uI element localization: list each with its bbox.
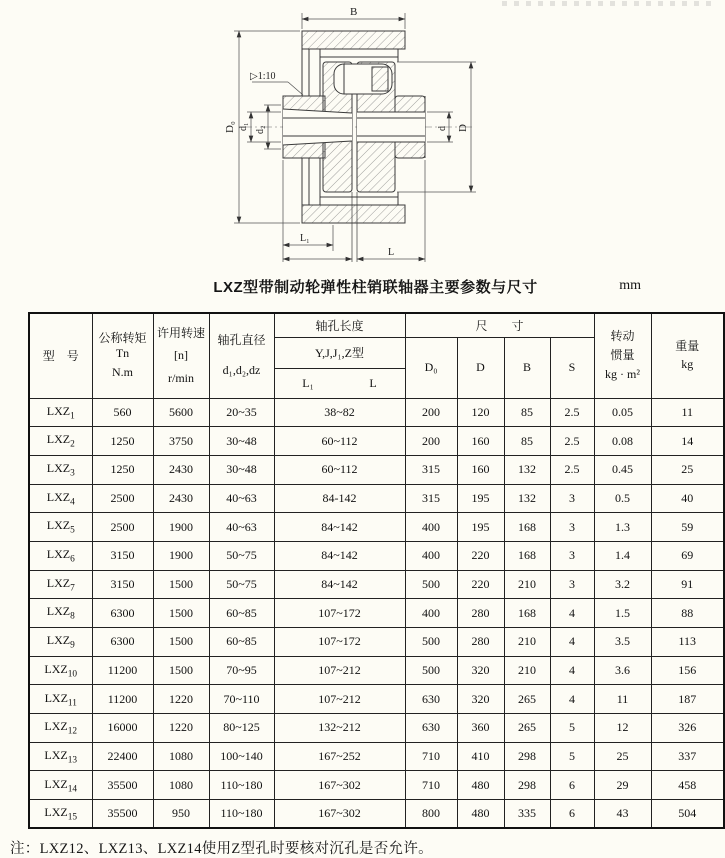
value-cell: 100~140 bbox=[209, 742, 274, 771]
value-cell: 22400 bbox=[92, 742, 153, 771]
table-row bbox=[29, 455, 724, 484]
value-cell: 320 bbox=[457, 685, 504, 714]
bore-dia-line1: 轴孔直径 bbox=[217, 333, 266, 348]
value-cell: 43 bbox=[594, 800, 651, 829]
value-cell: 710 bbox=[405, 771, 457, 800]
drum-top-band bbox=[302, 31, 405, 49]
value-cell: 950 bbox=[153, 800, 209, 829]
value-cell: 3 bbox=[550, 513, 594, 542]
value-cell: 50~75 bbox=[209, 570, 274, 599]
table-row bbox=[29, 800, 724, 829]
table-row bbox=[29, 628, 724, 657]
value-cell: 84-142 bbox=[274, 484, 405, 513]
coupling-body bbox=[283, 31, 425, 262]
value-cell: 110~180 bbox=[209, 771, 274, 800]
table-row bbox=[29, 570, 724, 599]
drum-bottom-band bbox=[302, 205, 405, 223]
table-row bbox=[29, 685, 724, 714]
pin-sleeve bbox=[372, 67, 388, 91]
table-caption-row bbox=[28, 276, 723, 298]
value-cell: 500 bbox=[405, 656, 457, 685]
dim-D-label: D bbox=[457, 124, 469, 132]
table-row bbox=[29, 427, 724, 456]
value-cell: 11 bbox=[651, 398, 724, 427]
value-cell: 12 bbox=[594, 714, 651, 743]
spec-table bbox=[28, 312, 725, 829]
value-cell: 3 bbox=[550, 541, 594, 570]
value-cell: 2.5 bbox=[550, 427, 594, 456]
value-cell: 4 bbox=[550, 656, 594, 685]
value-cell: 560 bbox=[92, 398, 153, 427]
value-cell: 160 bbox=[457, 427, 504, 456]
value-cell: 3150 bbox=[92, 541, 153, 570]
left-bore bbox=[283, 109, 352, 145]
value-cell: 200 bbox=[405, 398, 457, 427]
inertia-line2: 惯量 bbox=[610, 347, 635, 362]
value-cell: 1080 bbox=[153, 742, 209, 771]
value-cell: 1220 bbox=[153, 714, 209, 743]
value-cell: 195 bbox=[457, 513, 504, 542]
col-bore-length-types: Y,J,J₁,Z型 bbox=[274, 337, 405, 368]
table-row bbox=[29, 599, 724, 628]
value-cell: 2430 bbox=[153, 484, 209, 513]
value-cell: 320 bbox=[457, 656, 504, 685]
weight-line1: 重量 bbox=[675, 338, 700, 353]
value-cell: 5600 bbox=[153, 398, 209, 427]
value-cell: 5 bbox=[550, 714, 594, 743]
value-cell: 35500 bbox=[92, 771, 153, 800]
value-cell: 458 bbox=[651, 771, 724, 800]
value-cell: 85 bbox=[504, 398, 550, 427]
value-cell: 85 bbox=[504, 427, 550, 456]
value-cell: 280 bbox=[457, 628, 504, 657]
value-cell: 0.5 bbox=[594, 484, 651, 513]
col-L1-L bbox=[274, 368, 405, 398]
table-row bbox=[29, 398, 724, 427]
value-cell: 360 bbox=[457, 714, 504, 743]
value-cell: 1500 bbox=[153, 628, 209, 657]
dim-d-label: d bbox=[437, 126, 448, 131]
value-cell: 3150 bbox=[92, 570, 153, 599]
value-cell: 14 bbox=[651, 427, 724, 456]
model-cell: $LXZ_{13}$ bbox=[29, 742, 92, 771]
table-row bbox=[29, 541, 724, 570]
value-cell: 40~63 bbox=[209, 513, 274, 542]
col-weight bbox=[651, 313, 724, 398]
value-cell: 2500 bbox=[92, 484, 153, 513]
speed-line2: [n] bbox=[174, 348, 188, 363]
value-cell: 1250 bbox=[92, 427, 153, 456]
value-cell: 630 bbox=[405, 714, 457, 743]
model-cell: $LXZ_8$ bbox=[29, 599, 92, 628]
value-cell: 84~142 bbox=[274, 541, 405, 570]
unit-label: mm bbox=[619, 278, 641, 293]
torque-line2: N.m bbox=[112, 365, 133, 380]
value-cell: 59 bbox=[651, 513, 724, 542]
value-cell: 298 bbox=[504, 742, 550, 771]
value-cell: 210 bbox=[504, 570, 550, 599]
value-cell: 1.5 bbox=[594, 599, 651, 628]
inertia-line3: kg · m² bbox=[605, 366, 640, 381]
value-cell: 11200 bbox=[92, 685, 153, 714]
value-cell: 84~142 bbox=[274, 513, 405, 542]
value-cell: 69 bbox=[651, 541, 724, 570]
value-cell: 200 bbox=[405, 427, 457, 456]
value-cell: 2.5 bbox=[550, 455, 594, 484]
value-cell: 400 bbox=[405, 513, 457, 542]
value-cell: 3750 bbox=[153, 427, 209, 456]
value-cell: 6 bbox=[550, 800, 594, 829]
value-cell: 3.6 bbox=[594, 656, 651, 685]
value-cell: 107~212 bbox=[274, 656, 405, 685]
value-cell: 4 bbox=[550, 628, 594, 657]
value-cell: 113 bbox=[651, 628, 724, 657]
value-cell: 168 bbox=[504, 541, 550, 570]
value-cell: 210 bbox=[504, 628, 550, 657]
value-cell: 168 bbox=[504, 599, 550, 628]
value-cell: 91 bbox=[651, 570, 724, 599]
col-D0: D₀ bbox=[405, 337, 457, 398]
table-body bbox=[29, 398, 724, 828]
value-cell: 132~212 bbox=[274, 714, 405, 743]
value-cell: 1500 bbox=[153, 656, 209, 685]
value-cell: 210 bbox=[504, 656, 550, 685]
value-cell: 107~212 bbox=[274, 685, 405, 714]
col-torque bbox=[92, 313, 153, 398]
drum-left-wall-lower bbox=[302, 158, 320, 205]
right-bore bbox=[357, 112, 425, 142]
col-inertia bbox=[594, 313, 651, 398]
value-cell: 1080 bbox=[153, 771, 209, 800]
col-speed bbox=[153, 313, 209, 398]
table-row bbox=[29, 656, 724, 685]
value-cell: 1.3 bbox=[594, 513, 651, 542]
value-cell: 25 bbox=[594, 742, 651, 771]
col-dims-group: 尺 寸 bbox=[405, 313, 594, 337]
dim-d2-label: d₂ bbox=[255, 125, 266, 134]
value-cell: 80~125 bbox=[209, 714, 274, 743]
dim-L1-label: L₁ bbox=[300, 233, 310, 244]
value-cell: 500 bbox=[405, 570, 457, 599]
value-cell: 326 bbox=[651, 714, 724, 743]
inertia-line1: 转动 bbox=[610, 329, 635, 344]
value-cell: 30~48 bbox=[209, 427, 274, 456]
col-S: S bbox=[550, 337, 594, 398]
value-cell: 3.2 bbox=[594, 570, 651, 599]
model-cell: $LXZ_1$ bbox=[29, 398, 92, 427]
coupling-section-drawing bbox=[0, 0, 725, 272]
value-cell: 410 bbox=[457, 742, 504, 771]
dimension-lines bbox=[234, 13, 476, 262]
value-cell: 335 bbox=[504, 800, 550, 829]
model-cell: $LXZ_{10}$ bbox=[29, 656, 92, 685]
model-cell: $LXZ_6$ bbox=[29, 541, 92, 570]
value-cell: 265 bbox=[504, 685, 550, 714]
value-cell: 60~112 bbox=[274, 455, 405, 484]
value-cell: 70~95 bbox=[209, 656, 274, 685]
value-cell: 40~63 bbox=[209, 484, 274, 513]
value-cell: 500 bbox=[405, 628, 457, 657]
footnote: 注：LXZ12、LXZ13、LXZ14使用Z型孔时要核对沉孔是否允许。 bbox=[10, 841, 433, 857]
value-cell: 4 bbox=[550, 599, 594, 628]
value-cell: 60~85 bbox=[209, 628, 274, 657]
col-D: D bbox=[457, 337, 504, 398]
value-cell: 30~48 bbox=[209, 455, 274, 484]
value-cell: 35500 bbox=[92, 800, 153, 829]
value-cell: 167~302 bbox=[274, 800, 405, 829]
value-cell: 167~302 bbox=[274, 771, 405, 800]
value-cell: 168 bbox=[504, 513, 550, 542]
taper-label: ▷1:10 bbox=[250, 71, 276, 82]
col-model: 型 号 bbox=[29, 313, 92, 398]
value-cell: 480 bbox=[457, 800, 504, 829]
value-cell: 40 bbox=[651, 484, 724, 513]
bore-dia-line2: d₁,d₂,dz bbox=[222, 363, 261, 378]
value-cell: 20~35 bbox=[209, 398, 274, 427]
value-cell: 6300 bbox=[92, 599, 153, 628]
value-cell: 160 bbox=[457, 455, 504, 484]
value-cell: 3 bbox=[550, 484, 594, 513]
value-cell: 25 bbox=[651, 455, 724, 484]
table-row bbox=[29, 714, 724, 743]
value-cell: 2430 bbox=[153, 455, 209, 484]
table-row bbox=[29, 513, 724, 542]
value-cell: 60~85 bbox=[209, 599, 274, 628]
speed-line3: r/min bbox=[168, 371, 194, 385]
value-cell: 1500 bbox=[153, 570, 209, 599]
value-cell: 187 bbox=[651, 685, 724, 714]
model-cell: $LXZ_3$ bbox=[29, 455, 92, 484]
value-cell: 4 bbox=[550, 685, 594, 714]
value-cell: 60~112 bbox=[274, 427, 405, 456]
value-cell: 315 bbox=[405, 484, 457, 513]
value-cell: 88 bbox=[651, 599, 724, 628]
value-cell: 280 bbox=[457, 599, 504, 628]
value-cell: 1250 bbox=[92, 455, 153, 484]
value-cell: 11200 bbox=[92, 656, 153, 685]
model-cell: $LXZ_{12}$ bbox=[29, 714, 92, 743]
value-cell: 337 bbox=[651, 742, 724, 771]
value-cell: 480 bbox=[457, 771, 504, 800]
model-cell: $LXZ_{11}$ bbox=[29, 685, 92, 714]
table-row bbox=[29, 484, 724, 513]
dim-B-label: B bbox=[350, 6, 358, 18]
value-cell: 400 bbox=[405, 599, 457, 628]
value-cell: 16000 bbox=[92, 714, 153, 743]
model-cell: $LXZ_4$ bbox=[29, 484, 92, 513]
value-cell: 84~142 bbox=[274, 570, 405, 599]
value-cell: 630 bbox=[405, 685, 457, 714]
value-cell: 0.08 bbox=[594, 427, 651, 456]
dim-D0-label: D₀ bbox=[224, 121, 236, 133]
model-cell: $LXZ_5$ bbox=[29, 513, 92, 542]
drum-left-wall-upper bbox=[302, 49, 320, 96]
value-cell: 3 bbox=[550, 570, 594, 599]
model-cell: $LXZ_9$ bbox=[29, 628, 92, 657]
value-cell: 400 bbox=[405, 541, 457, 570]
col-B: B bbox=[504, 337, 550, 398]
model-cell: $LXZ_{14}$ bbox=[29, 771, 92, 800]
col-bore-dia bbox=[209, 313, 274, 398]
value-cell: 504 bbox=[651, 800, 724, 829]
table-row bbox=[29, 742, 724, 771]
model-cell: $LXZ_2$ bbox=[29, 427, 92, 456]
col-bore-length-group: 轴孔长度 bbox=[274, 313, 405, 337]
value-cell: 2.5 bbox=[550, 398, 594, 427]
value-cell: 800 bbox=[405, 800, 457, 829]
value-cell: 315 bbox=[405, 455, 457, 484]
table-row bbox=[29, 771, 724, 800]
value-cell: 70~110 bbox=[209, 685, 274, 714]
value-cell: 195 bbox=[457, 484, 504, 513]
value-cell: 132 bbox=[504, 484, 550, 513]
value-cell: 38~82 bbox=[274, 398, 405, 427]
table-title: LXZ型带制动轮弹性柱销联轴器主要参数与尺寸 bbox=[213, 279, 538, 296]
weight-line2: kg bbox=[681, 357, 694, 372]
dim-d1-label: d₁ bbox=[238, 122, 249, 131]
l-label: L bbox=[369, 375, 377, 390]
value-cell: 0.05 bbox=[594, 398, 651, 427]
value-cell: 50~75 bbox=[209, 541, 274, 570]
l1-label: L₁ bbox=[302, 375, 314, 390]
value-cell: 107~172 bbox=[274, 628, 405, 657]
value-cell: 132 bbox=[504, 455, 550, 484]
value-cell: 6 bbox=[550, 771, 594, 800]
value-cell: 6300 bbox=[92, 628, 153, 657]
value-cell: 298 bbox=[504, 771, 550, 800]
speed-line1: 许用转速 bbox=[156, 325, 205, 340]
value-cell: 29 bbox=[594, 771, 651, 800]
value-cell: 1500 bbox=[153, 599, 209, 628]
value-cell: 1900 bbox=[153, 513, 209, 542]
value-cell: 220 bbox=[457, 570, 504, 599]
value-cell: 11 bbox=[594, 685, 651, 714]
value-cell: 5 bbox=[550, 742, 594, 771]
value-cell: 1900 bbox=[153, 541, 209, 570]
value-cell: 167~252 bbox=[274, 742, 405, 771]
value-cell: 3.5 bbox=[594, 628, 651, 657]
value-cell: 107~172 bbox=[274, 599, 405, 628]
value-cell: 120 bbox=[457, 398, 504, 427]
value-cell: 265 bbox=[504, 714, 550, 743]
torque-line1: 公称转矩Tn bbox=[98, 330, 147, 361]
value-cell: 710 bbox=[405, 742, 457, 771]
model-cell: $LXZ_7$ bbox=[29, 570, 92, 599]
model-cell: $LXZ_{15}$ bbox=[29, 800, 92, 829]
value-cell: 1.4 bbox=[594, 541, 651, 570]
value-cell: 110~180 bbox=[209, 800, 274, 829]
value-cell: 1220 bbox=[153, 685, 209, 714]
dim-L-label: L bbox=[388, 247, 395, 258]
value-cell: 0.45 bbox=[594, 455, 651, 484]
value-cell: 2500 bbox=[92, 513, 153, 542]
value-cell: 220 bbox=[457, 541, 504, 570]
table-header bbox=[29, 313, 724, 398]
value-cell: 156 bbox=[651, 656, 724, 685]
